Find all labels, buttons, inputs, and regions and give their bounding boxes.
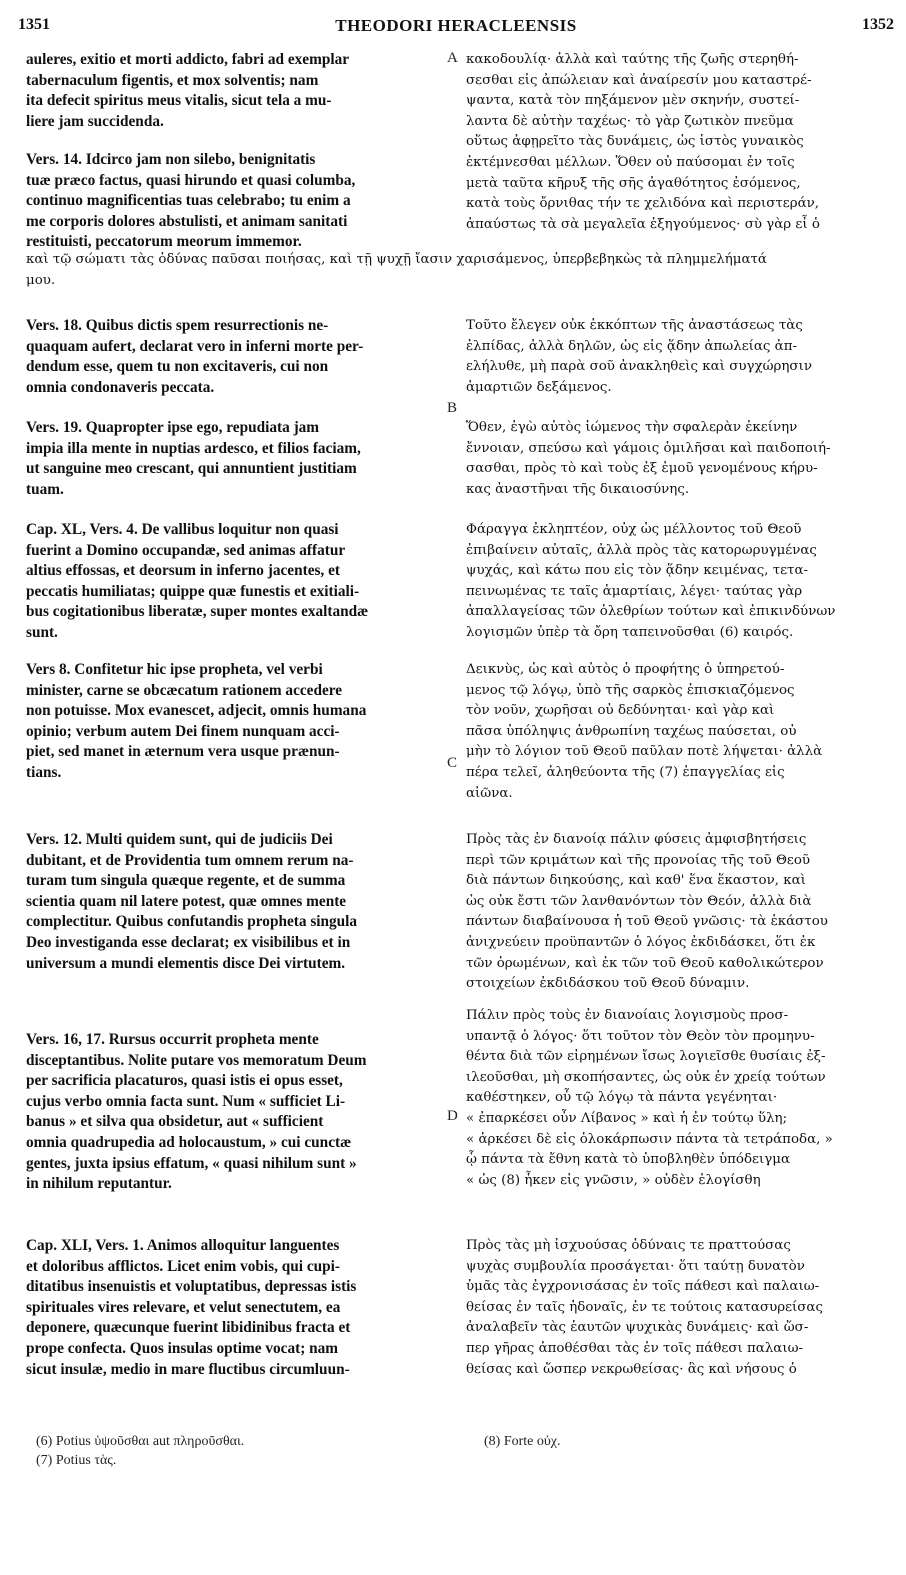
greek-paragraph: Πρὸς τὰς ἐν διανοίᾳ πάλιν φύσεις ἀμφισβητήσεις περὶ τῶν κριμάτων καὶ τῆς προνοίας τῆς τοῦ Θεοῦ διὰ πάντων διηκούσης, καὶ καθ' ἕνα ἕκαστον, καὶ ὡς οὐκ ἔστι τῶν λανθανόντων τὸν Θεόν, ἀλλὰ διὰ πάντων διαβαίνουσα ἡ τοῦ Θεοῦ γνῶσις· τὰ ἑκάστου ἀνιχνεύειν προϋπαντῶν ὁ λόγος ἐκδιδάσκει, ὅτι ἐκ τῶν ὁρωμένων, καὶ ἐκ τῶν τοῦ Θεοῦ καθολικώτερον στοιχείων ἐκδιδάσκου τοῦ Θεοῦ δύναμιν.	[466, 832, 828, 992]
margin-marker-a: A	[447, 50, 458, 66]
greek-paragraph: Ὅθεν, ἐγὼ αὐτὸς ἰώμενος τὴν σφαλερὰν ἐκείνην ἔννοιαν, σπεύσω καὶ γάμοις ὁμιλῆσαι καὶ παιδοποιή- σασθαι, πρὸς τὸ καὶ τοὺς ἐξ ἐμοῦ γενομένους κήρυ- κας ἀναστῆναι τῆς δικαιοσύνης.	[466, 420, 831, 497]
latin-paragraph: Vers 8. Confitetur hic ipse propheta, vel verbi minister, carne se obcæcatum rationem accedere non potuisse. Mox evanescet, adjecit, omnis humana opinio; verbum autem Dei finem nunquam acci- piet, sed manet in æternum vera usque prænun- tians.	[26, 661, 367, 781]
page-number-right: 1352	[862, 16, 894, 33]
latin-paragraph: Cap. XL, Vers. 4. De vallibus loquitur non quasi fuerint a Domino occupandæ, sed animas affatur altius effossas, et deorsum in inferno jacentes, et peccatis humiliatas; quippe quæ funestis et exitiali- bus cogitationibus liberatæ, super montes exaltandæ sunt.	[26, 521, 369, 641]
greek-paragraph: Πρὸς τὰς μὴ ἰσχυούσας ὀδύναις τε πραττούσας ψυχὰς συμβουλία προσάγεται· ὅτι ταύτῃ δυνατὸν ὑμᾶς τὰς ἐγχρονισάσας ἐν τοῖς πάθεσι καὶ παλαιω- θείσας ἐν ταῖς ἡδοναῖς, ἐν τε τούτοις κατασυρείσας ἀναλαβεῖν τὰς ἑαυτῶν ψυχικὰς δυνάμεις· καὶ ὥσ- περ γῆρας ἀποθέσθαι τὰς ἐν τοῖς πάθεσι παλαιω- θείσας καὶ ὥσπερ νεκρωθείσας· ἃς καὶ νήσους ὁ	[466, 1238, 823, 1377]
latin-paragraph: Vers. 19. Quapropter ipse ego, repudiata jam impia illa mente in nuptias ardesco, et filios faciam, ut sanguine meo crescant, qui annuntient justitiam tuam.	[26, 419, 361, 498]
greek-paragraph: Φάραγγα ἐκληπτέον, οὐχ ὡς μέλλοντος τοῦ Θεοῦ ἐπιβαίνειν αὐταῖς, ἀλλὰ πρὸς τὰς κατορωρυγμένας ψυχάς, καὶ κάτω που εἰς τὸν ᾅδην κειμένας, τετα- πεινωμένας τε ταῖς ἁμαρτίαις, λέγει· ταύτας γὰρ ἀπαλλαγείσας τῶν ὀλεθρίων τούτων καὶ ἐπικινδύνων λογισμῶν ὑπὲρ τὰ ὄρη ταπεινοῦσθαι (6) καιρός.	[466, 522, 836, 640]
greek-paragraph: Δεικνὺς, ὡς καὶ αὐτὸς ὁ προφήτης ὁ ὑπηρετού- μενος τῷ λόγῳ, ὑπὸ τῆς σαρκὸς ἐπισκιαζόμενος τὸν νοῦν, χωρῆσαι οὐ δεδύνηται· καὶ γὰρ καὶ πᾶσα ὑπόληψις ἀνθρωπίνη ταχέως παύσεται, οὐ μὴν τὸ λόγιον τοῦ Θεοῦ παῦλαν ποτὲ λήψεται· ἀλλὰ πέρα τελεῖ, ἀληθεύοντα τῆς (7) ἐπαγγελίας εἰς αἰῶνα.	[466, 662, 823, 801]
latin-paragraph: Vers. 18. Quibus dictis spem resurrectionis ne- quaquam aufert, declarat vero in inferni morte per- dendum esse, quem tu non excitaveris, cui non omnia condonaveris peccata.	[26, 317, 364, 396]
greek-paragraph: κακοδουλίᾳ· ἀλλὰ καὶ ταύτης τῆς ζωῆς στερηθή- σεσθαι εἰς ἀπώλειαν καὶ ἀναίρεσίν μου καταστρέ- ψαντα, κατὰ τὸν πηξάμενον μὲν σκηνήν, συστεί- λαντα δὲ αὐτὴν ταχέως· τὸ γὰρ ζωτικὸν πνεῦμα οὕτως ἀφῃρεῖτο τὰς δυνάμεις, ὡς ἱστὸς γυναικὸς ἐκτέμνεσθαι μέλλων. Ὅθεν οὐ παύσομαι ἐν τοῖς μετὰ ταῦτα κῆρυξ τῆς σῆς ἀγαθότητος ἐσόμενος, κατὰ τοὺς ὄρνιθας τήν τε χελιδόνα καὶ περιστεράν, ἀπαύστως τὰ σὰ μεγαλεῖα ἐξηγούμενος· σὺ γὰρ εἶ ὁ	[466, 52, 820, 232]
latin-paragraph: Vers. 14. Idcirco jam non silebo, benignitatis tuæ præco factus, quasi hirundo et quasi columba, continuo magnificentias tuas celebrabo; tu enim a me corporis dolores abstulisti, et animam sanitati restituisti, peccatorum meorum immemor.	[26, 151, 356, 251]
latin-paragraph: Vers. 16, 17. Rursus occurrit propheta mente disceptantibus. Nolite putare vos memoratum Deum per sacrificia placaturos, quasi istis ei opus esset, cujus verbo omnia facta sunt. Num « sufficiet Li- banus » et silva qua obsidetur, aut « sufficient omnia quadrupedia ad holocaustum, » cui cunctæ gentes, juxta ipsius effatum, « quasi nihilum sunt » in nihilum reputantur.	[26, 1031, 367, 1193]
latin-paragraph: Vers. 12. Multi quidem sunt, qui de judiciis Dei dubitant, et de Providentia tum omnem rerum na- turam tum singula quæque regente, et de summa scientia quam nil latere potest, quæ omnes mente complectitur. Quibus confutandis propheta singula Deo investiganda esse declarat; ex visibilibus et in universum a mundi elementis disce Dei virtutem.	[26, 831, 358, 972]
margin-marker-b: B	[447, 400, 458, 416]
running-title: THEODORI HERACLEENSIS	[335, 16, 577, 35]
page-header	[18, 16, 894, 40]
page-number-left: 1351	[18, 16, 50, 33]
greek-paragraph: Πάλιν πρὸς τοὺς ἐν διανοίαις λογισμοὺς προσ- υπαντᾷ ὁ λόγος· ὅτι τοῦτον τὸν Θεὸν τὸν προμηνυ- θέντα διὰ τῶν εἰρημένων ἴσως λογιεῖσθε θυσίαις ἐξ- ιλεοῦσθαι, μὴ σκοπήσαντες, ὡς οὐκ ἐν χρείᾳ τούτων καθέστηκεν, οὗ τῷ λόγῳ τὰ πάντα γεγένηται· « ἐπαρκέσει οὖν Λίβανος » καὶ ἡ ἐν τούτῳ ὕλη; « ἀρκέσει δὲ εἰς ὁλοκάρπωσιν πάντα τὰ τετράποδα, » ᾧ πάντα τὰ ἔθνη κατὰ τὸ ὑποβληθὲν ὑπόδειγμα « ὡς (8) ἧκεν εἰς γνῶσιν, » οὐδὲν ἐλογίσθη	[466, 1008, 833, 1188]
greek-paragraph: Τοῦτο ἔλεγεν οὐκ ἐκκόπτων τῆς ἀναστάσεως τὰς ἐλπίδας, ἀλλὰ δηλῶν, ὡς εἰς ᾅδην ἀπωλείας ἀπ- ελήλυθε, μὴ παρὰ σοῦ ἀνακληθεὶς καὶ συγχώρησιν ἁμαρτιῶν δεξάμενος.	[466, 318, 812, 395]
footnotes-left: (6) Potius ὑψοῦσθαι aut πληροῦσθαι. (7) Potius τὰς.	[36, 1434, 245, 1468]
footnotes-right: (8) Forte οὐχ.	[484, 1434, 561, 1449]
margin-marker-c: C	[447, 755, 458, 771]
margin-marker-d: D	[447, 1108, 458, 1124]
latin-paragraph: Cap. XLI, Vers. 1. Animos alloquitur languentes et doloribus afflictos. Licet enim vobis, qui cupi- ditatibus insenuistis et voluptatibus, depressas istis spirituales vires relevare, et velut senectutem, ea deponere, quæcunque fuerint libidinibus fracta et prope confecta. Quos insulas optime vocat; nam sicut insulæ, medio in mare fluctibus circumluun-	[26, 1237, 357, 1378]
latin-paragraph: auleres, exitio et morti addicto, fabri ad exemplar tabernaculum figentis, et mox solventis; nam ita defecit spiritus meus vitalis, sicut tela a mu- liere jam succidenda.	[26, 51, 350, 130]
greek-full-width-line: καὶ τῷ σώματι τὰς ὀδύνας παῦσαι ποιήσας, καὶ τῇ ψυχῇ ἴασιν χαρισάμενος, ὑπερβεβηκὼς τὰ πλημμελήματά μου.	[26, 252, 767, 288]
